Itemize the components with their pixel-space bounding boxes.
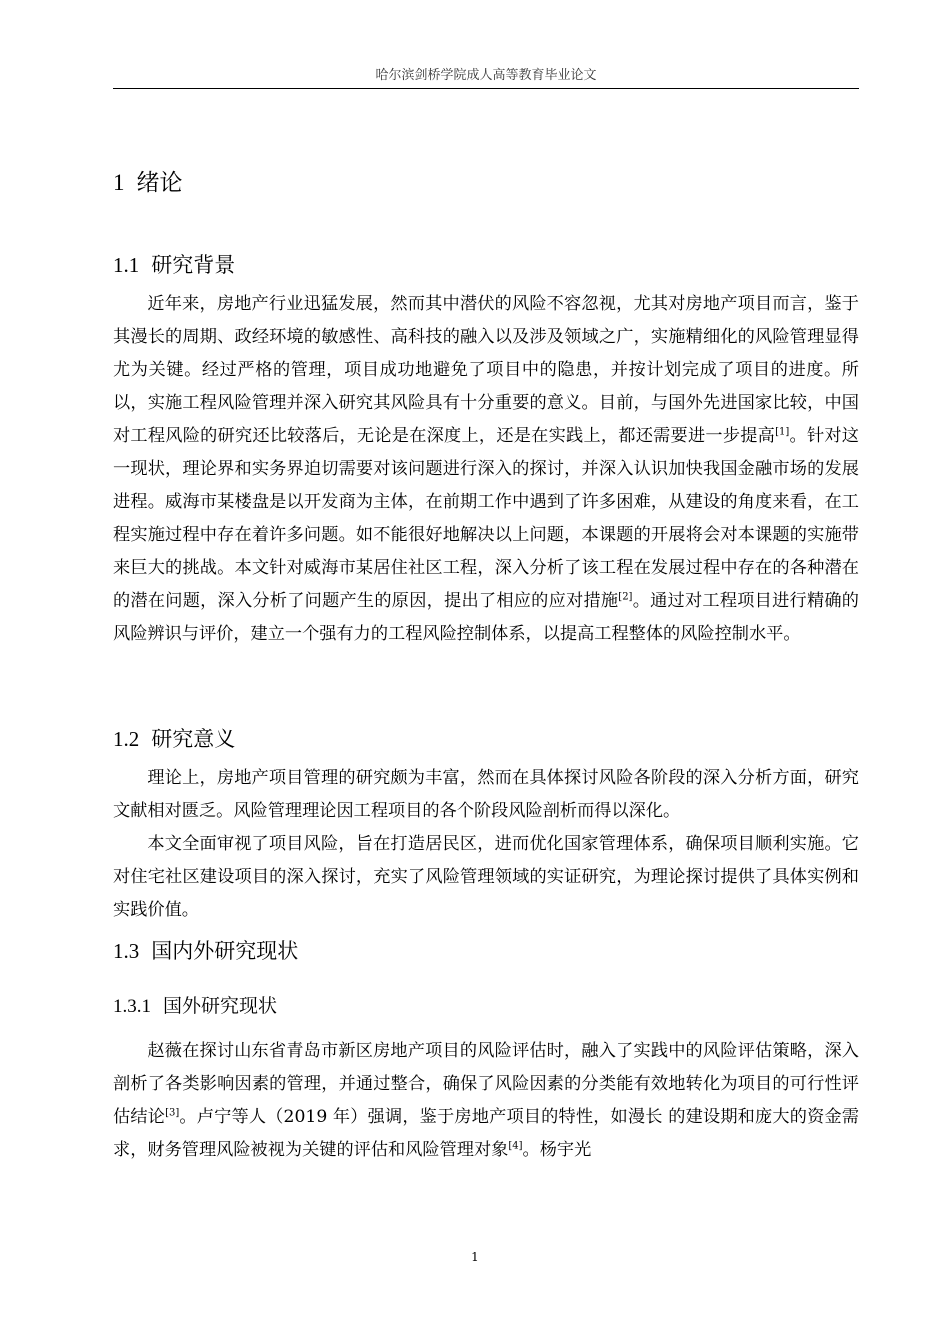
citation-ref: [4]	[508, 1140, 523, 1152]
section-heading-1-3	[113, 935, 298, 965]
section-title: 研究意义	[151, 727, 236, 751]
citation-ref: [3]	[165, 1107, 180, 1119]
section-number: 1.2	[113, 727, 140, 751]
subsection-number: 1.3.1	[113, 996, 151, 1017]
chapter-number: 1	[113, 170, 125, 195]
citation-ref: [2]	[618, 591, 633, 603]
text-run: 赵薇在探讨山东省青岛市新区房地产项目的风险评估时，融入了实践中的风险评估策略，深入剖析了各类影响因素的管理，并通过整合，确保了风险因素的分类能有效地转化为项目的可行性评估结论	[113, 1041, 859, 1127]
page-header: 哈尔滨剑桥学院成人高等教育毕业论文	[375, 68, 597, 83]
subsection-heading-1-3-1	[113, 991, 277, 1018]
paragraph-research-background	[113, 288, 859, 651]
chapter-title: 绪论	[136, 170, 183, 196]
text-run: 。卢宁等人（2019 年）强调，鉴于房地产项目的特性，如漫长 的建设期和庞大的资金需求，财务管理风险被视为关键的评估和风险管理对象	[113, 1107, 859, 1160]
section-number: 1.1	[113, 253, 140, 277]
paragraph-significance-1: 理论上，房地产项目管理的研究颇为丰富，然而在具体探讨风险各阶段的深入分析方面，研究文献相对匮乏。风险管理理论因工程项目的各个阶段风险剖析而得以深化。	[113, 768, 859, 821]
text-run: 。杨宇光	[522, 1140, 592, 1160]
text-run: 。通过对工程项目进行精确的风险辨识与评价，建立一个强有力的工程风险控制体系，以提高工程整体的风险控制水平。	[113, 591, 859, 644]
paragraph-foreign-research	[113, 1035, 859, 1167]
subsection-title: 国外研究现状	[163, 995, 278, 1017]
section-number: 1.3	[113, 939, 140, 963]
paragraph-significance-2: 本文全面审视了项目风险，旨在打造居民区，进而优化国家管理体系，确保项目顺利实施。它对住宅社区建设项目的深入探讨，充实了风险管理领域的实证研究，为理论探讨提供了具体实例和实践价值。	[113, 834, 859, 920]
chapter-heading	[113, 164, 183, 197]
section-heading-1-2	[113, 723, 235, 753]
section-heading-1-1	[113, 249, 235, 279]
citation-ref: [1]	[775, 426, 790, 438]
header-divider	[113, 88, 859, 89]
section-title: 国内外研究现状	[151, 939, 299, 963]
text-run: 近年来，房地产行业迅猛发展，然而其中潜伏的风险不容忽视，尤其对房地产项目而言，鉴于其漫长的周期、政经环境的敏感性、高科技的融入以及涉及领域之广，实施精细化的风险管理显得尤为关键。经过严格的管理，项目成功地避免了项目中的隐患，并按计划完成了项目的进度。所以，实施工程风险管理并深入研究其风险具有十分重要的意义。目前，与国外先进国家比较，中国对工程风险的研究还比较落后，无论是在深度上，还是在实践上，都还需要进一步提高	[113, 294, 859, 446]
section-title: 研究背景	[151, 253, 236, 277]
page-number: 1	[471, 1250, 479, 1264]
text-run: 。针对这一现状，理论界和实务界迫切需要对该问题进行深入的探讨，并深入认识加快我国金融市场的发展进程。威海市某楼盘是以开发商为主体，在前期工作中遇到了许多困难，从建设的角度来看，在工程实施过程中存在着许多问题。如不能很好地解决以上问题，本课题的开展将会对本课题的实施带来巨大的挑战。本文针对威海市某居住社区工程，深入分析了该工程在发展过程中存在的各种潜在的潜在问题，深入分析了问题产生的原因，提出了相应的应对措施	[113, 426, 859, 611]
